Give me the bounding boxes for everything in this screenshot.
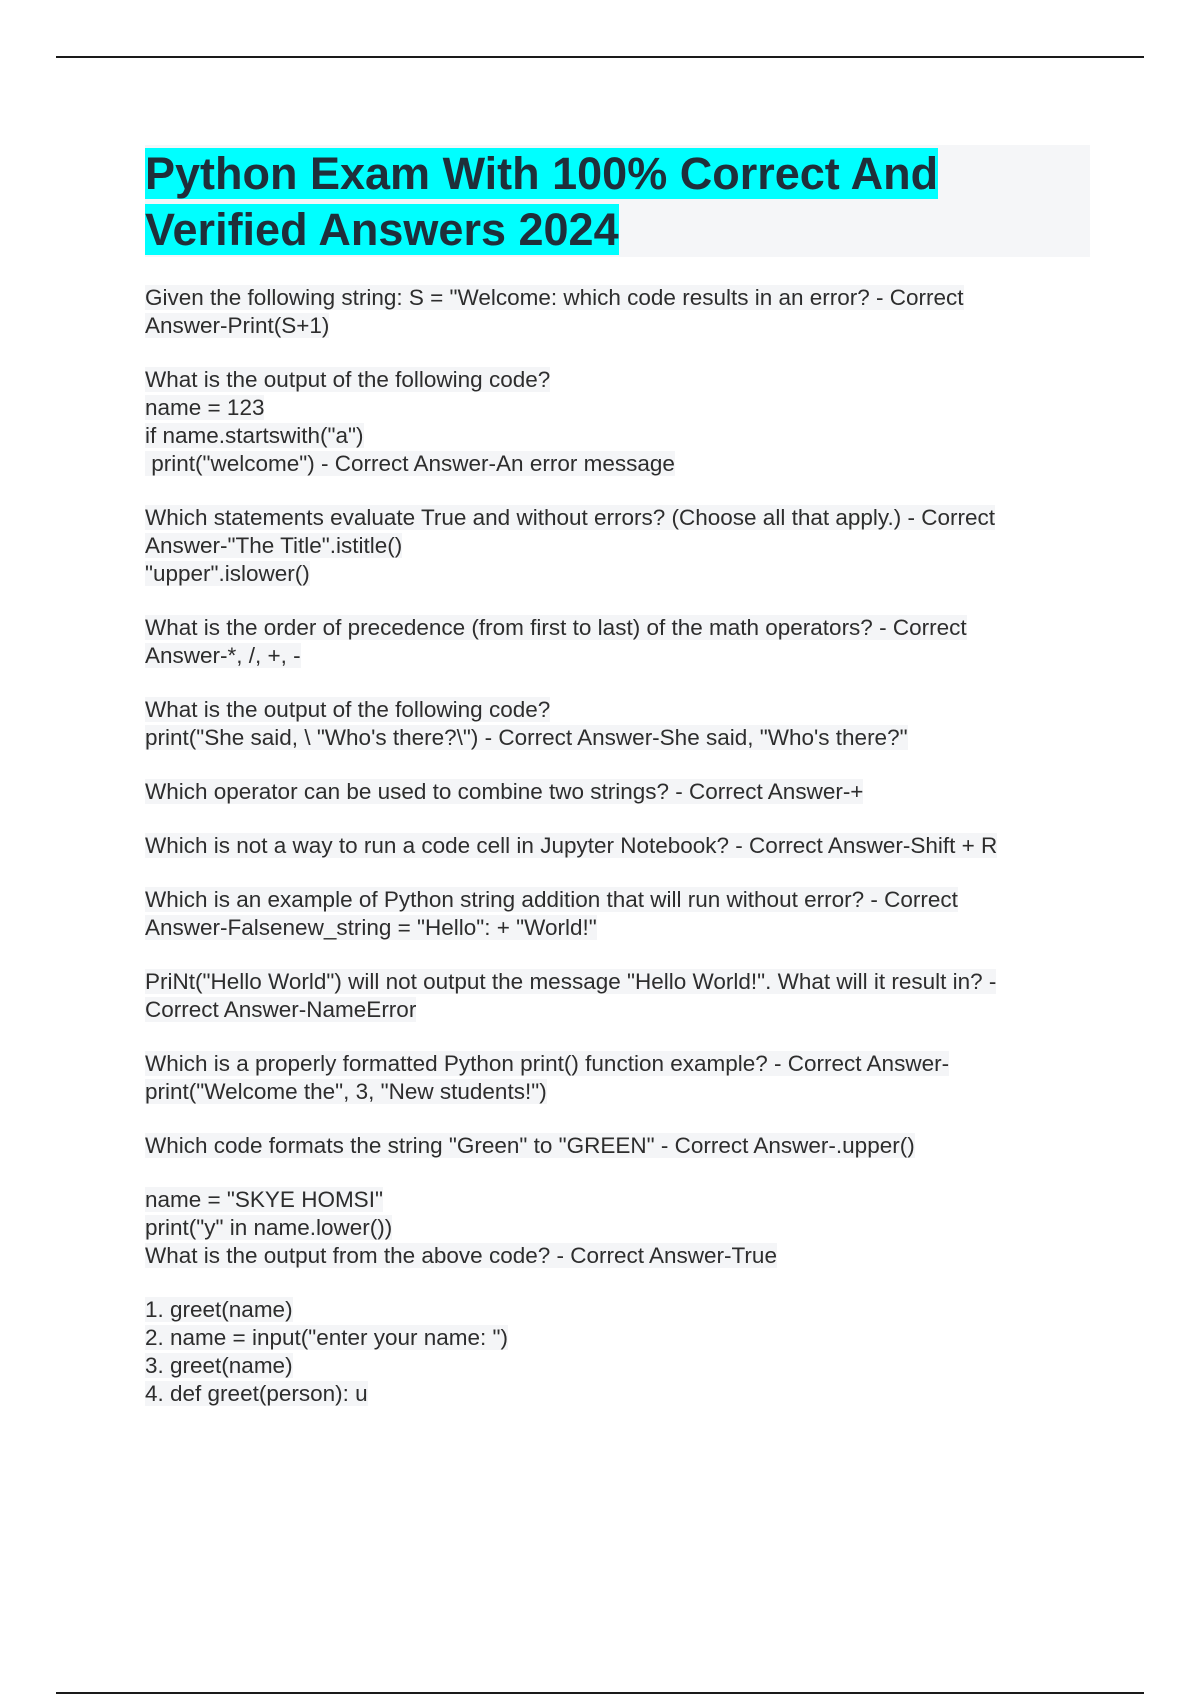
qa-item bbox=[145, 1186, 1080, 1270]
qa-line-text: name = "SKYE HOMSI" bbox=[145, 1187, 383, 1212]
qa-line bbox=[145, 914, 1080, 942]
qa-line-text: Answer-Falsenew_string = "Hello": + "World!" bbox=[145, 915, 597, 940]
qa-line bbox=[145, 532, 1080, 560]
qa-line-text: if name.startswith("a") bbox=[145, 423, 364, 448]
qa-line bbox=[145, 366, 1080, 394]
qa-line bbox=[145, 1186, 1080, 1214]
qa-line bbox=[145, 284, 1080, 312]
qa-line-text: 2. name = input("enter your name: ") bbox=[145, 1325, 509, 1350]
qa-line bbox=[145, 1380, 1080, 1408]
qa-item bbox=[145, 1050, 1080, 1106]
qa-line bbox=[145, 1352, 1080, 1380]
qa-line-text: What is the output of the following code? bbox=[145, 697, 551, 722]
qa-line bbox=[145, 968, 1080, 996]
qa-line-text: print("y" in name.lower()) bbox=[145, 1215, 393, 1240]
qa-line-text: 3. greet(name) bbox=[145, 1353, 293, 1378]
qa-line-text: 4. def greet(person): u bbox=[145, 1381, 368, 1406]
qa-line bbox=[145, 1132, 1080, 1160]
qa-item bbox=[145, 832, 1080, 860]
qa-line-text: name = 123 bbox=[145, 395, 265, 420]
qa-item bbox=[145, 696, 1080, 752]
title-line-2: Verified Answers 2024 bbox=[145, 204, 619, 255]
qa-line bbox=[145, 642, 1080, 670]
qa-line bbox=[145, 450, 1080, 478]
qa-line-text: Which operator can be used to combine two strings? - Correct Answer-+ bbox=[145, 779, 864, 804]
qa-line-text: PriNt("Hello World") will not output the message "Hello World!". What will it result in? - bbox=[145, 969, 997, 994]
qa-line bbox=[145, 1078, 1080, 1106]
header-rule bbox=[56, 56, 1144, 58]
qa-item bbox=[145, 284, 1080, 340]
qa-line-text: Correct Answer-NameError bbox=[145, 997, 417, 1022]
qa-item bbox=[145, 886, 1080, 942]
qa-line bbox=[145, 394, 1080, 422]
qa-line bbox=[145, 832, 1080, 860]
qa-line-text: What is the order of precedence (from first to last) of the math operators? - Correct bbox=[145, 615, 967, 640]
qa-line-text: Which statements evaluate True and without errors? (Choose all that apply.) - Correct bbox=[145, 505, 995, 530]
qa-line-text: 1. greet(name) bbox=[145, 1297, 293, 1322]
qa-line-text: Which is a properly formatted Python print() function example? - Correct Answer- bbox=[145, 1051, 950, 1076]
qa-line-text: Answer-Print(S+1) bbox=[145, 313, 330, 338]
qa-line bbox=[145, 886, 1080, 914]
qa-line bbox=[145, 504, 1080, 532]
qa-line-text: Which is an example of Python string addition that will run without error? - Correct bbox=[145, 887, 958, 912]
footer-rule bbox=[56, 1692, 1144, 1694]
qa-line bbox=[145, 312, 1080, 340]
qa-item bbox=[145, 778, 1080, 806]
qa-line-text: What is the output of the following code? bbox=[145, 367, 551, 392]
qa-item bbox=[145, 1296, 1080, 1408]
qa-line-text: Answer-*, /, +, - bbox=[145, 643, 301, 668]
qa-line bbox=[145, 696, 1080, 724]
qa-line bbox=[145, 1242, 1080, 1270]
qa-line bbox=[145, 560, 1080, 588]
qa-line bbox=[145, 422, 1080, 450]
qa-line bbox=[145, 1296, 1080, 1324]
qa-line-text: Which code formats the string "Green" to "GREEN" - Correct Answer-.upper() bbox=[145, 1133, 915, 1158]
qa-line bbox=[145, 1214, 1080, 1242]
qa-line-text: "upper".islower() bbox=[145, 561, 310, 586]
qa-item bbox=[145, 366, 1080, 478]
document-title bbox=[145, 146, 1090, 258]
title-line-1: Python Exam With 100% Correct And bbox=[145, 148, 939, 199]
qa-item bbox=[145, 968, 1080, 1024]
qa-line bbox=[145, 778, 1080, 806]
qa-item bbox=[145, 614, 1080, 670]
qa-line-text: Which is not a way to run a code cell in Jupyter Notebook? - Correct Answer-Shift + R bbox=[145, 833, 998, 858]
qa-line bbox=[145, 996, 1080, 1024]
qa-list bbox=[145, 284, 1080, 1434]
qa-line-text: Given the following string: S = "Welcome: which code results in an error? - Correct bbox=[145, 285, 964, 310]
qa-line-text: What is the output from the above code? - Correct Answer-True bbox=[145, 1243, 777, 1268]
qa-line-text: print("welcome") - Correct Answer-An error message bbox=[145, 451, 675, 476]
qa-line bbox=[145, 724, 1080, 752]
qa-item bbox=[145, 1132, 1080, 1160]
qa-line bbox=[145, 1050, 1080, 1078]
qa-line-text: Answer-"The Title".istitle() bbox=[145, 533, 403, 558]
qa-line-text: print("Welcome the", 3, "New students!") bbox=[145, 1079, 547, 1104]
qa-line bbox=[145, 1324, 1080, 1352]
qa-item bbox=[145, 504, 1080, 588]
qa-line-text: print("She said, \ "Who's there?\") - Correct Answer-She said, "Who's there?" bbox=[145, 725, 908, 750]
qa-line bbox=[145, 614, 1080, 642]
